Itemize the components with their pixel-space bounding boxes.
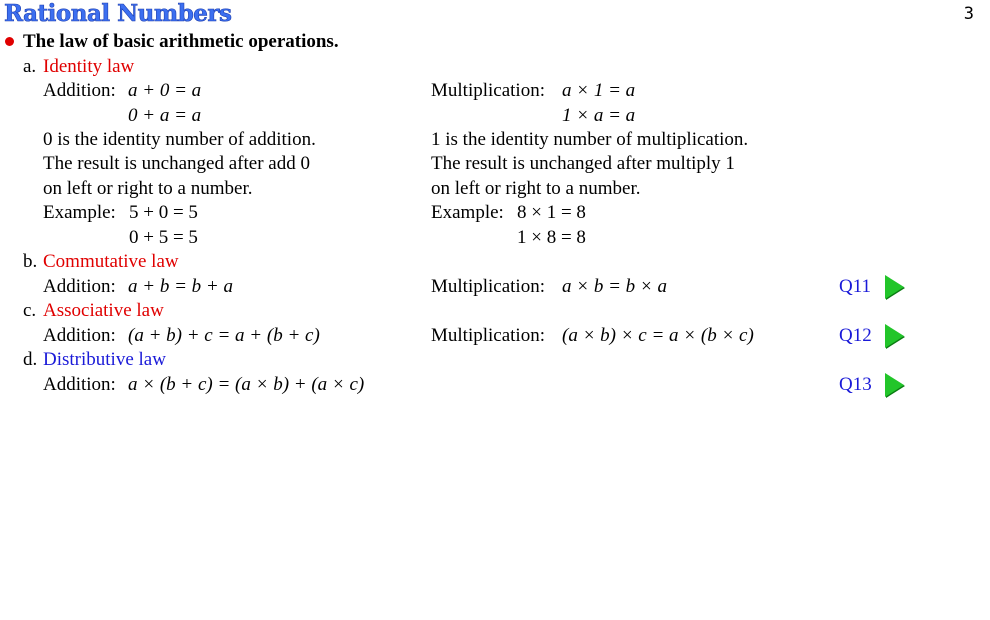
identity-addition-example-2: 0 + 5 = 5 — [129, 227, 198, 248]
associative-multiplication-equation: (a × b) × c = a × (b × c) — [562, 325, 754, 346]
identity-multiplication-example-2: 1 × 8 = 8 — [517, 227, 586, 248]
play-button-q11-icon[interactable] — [885, 275, 904, 299]
identity-multiplication-equation-2: 1 × a = a — [562, 105, 636, 126]
identity-addition-example-label: Example: — [43, 202, 116, 223]
commutative-law-letter: b. — [23, 251, 38, 272]
identity-multiplication-label: Multiplication: — [431, 80, 545, 101]
distributive-addition-equation: a × (b + c) = (a × b) + (a × c) — [128, 374, 365, 395]
distributive-addition-label: Addition: — [43, 374, 116, 395]
associative-law-letter: c. — [23, 300, 37, 321]
identity-multiplication-desc-2: The result is unchanged after multiply 1 — [431, 153, 735, 174]
commutative-multiplication-label: Multiplication: — [431, 276, 545, 297]
associative-addition-equation: (a + b) + c = a + (b + c) — [128, 325, 320, 346]
play-button-q12-icon[interactable] — [885, 324, 904, 348]
identity-multiplication-desc-1: 1 is the identity number of multiplication. — [431, 129, 749, 150]
identity-addition-equation-1: a + 0 = a — [128, 80, 202, 101]
identity-multiplication-desc-3: on left or right to a number. — [431, 178, 641, 199]
page-number: 3 — [963, 4, 974, 24]
distributive-law-letter: d. — [23, 349, 38, 370]
commutative-addition-label: Addition: — [43, 276, 116, 297]
identity-addition-desc-2: The result is unchanged after add 0 — [43, 153, 310, 174]
question-link-q12[interactable]: Q12 — [839, 325, 872, 346]
identity-addition-example-1: 5 + 0 = 5 — [129, 202, 198, 223]
commutative-law-name: Commutative law — [43, 251, 179, 272]
section-heading: The law of basic arithmetic operations. — [23, 31, 339, 52]
identity-multiplication-example-label: Example: — [431, 202, 504, 223]
identity-addition-label: Addition: — [43, 80, 116, 101]
page-title: Rational Numbers — [4, 0, 232, 27]
question-link-q13[interactable]: Q13 — [839, 374, 872, 395]
identity-law-name: Identity law — [43, 56, 135, 77]
question-link-q11[interactable]: Q11 — [839, 276, 872, 297]
identity-addition-equation-2: 0 + a = a — [128, 105, 202, 126]
associative-multiplication-label: Multiplication: — [431, 325, 545, 346]
commutative-multiplication-equation: a × b = b × a — [562, 276, 667, 297]
bullet-icon — [5, 37, 14, 46]
associative-law-name: Associative law — [43, 300, 164, 321]
identity-law-letter: a. — [23, 56, 37, 77]
identity-addition-desc-1: 0 is the identity number of addition. — [43, 129, 316, 150]
identity-multiplication-equation-1: a × 1 = a — [562, 80, 636, 101]
play-button-q13-icon[interactable] — [885, 373, 904, 397]
associative-addition-label: Addition: — [43, 325, 116, 346]
identity-multiplication-example-1: 8 × 1 = 8 — [517, 202, 586, 223]
commutative-addition-equation: a + b = b + a — [128, 276, 233, 297]
identity-addition-desc-3: on left or right to a number. — [43, 178, 253, 199]
distributive-law-name: Distributive law — [43, 349, 166, 370]
